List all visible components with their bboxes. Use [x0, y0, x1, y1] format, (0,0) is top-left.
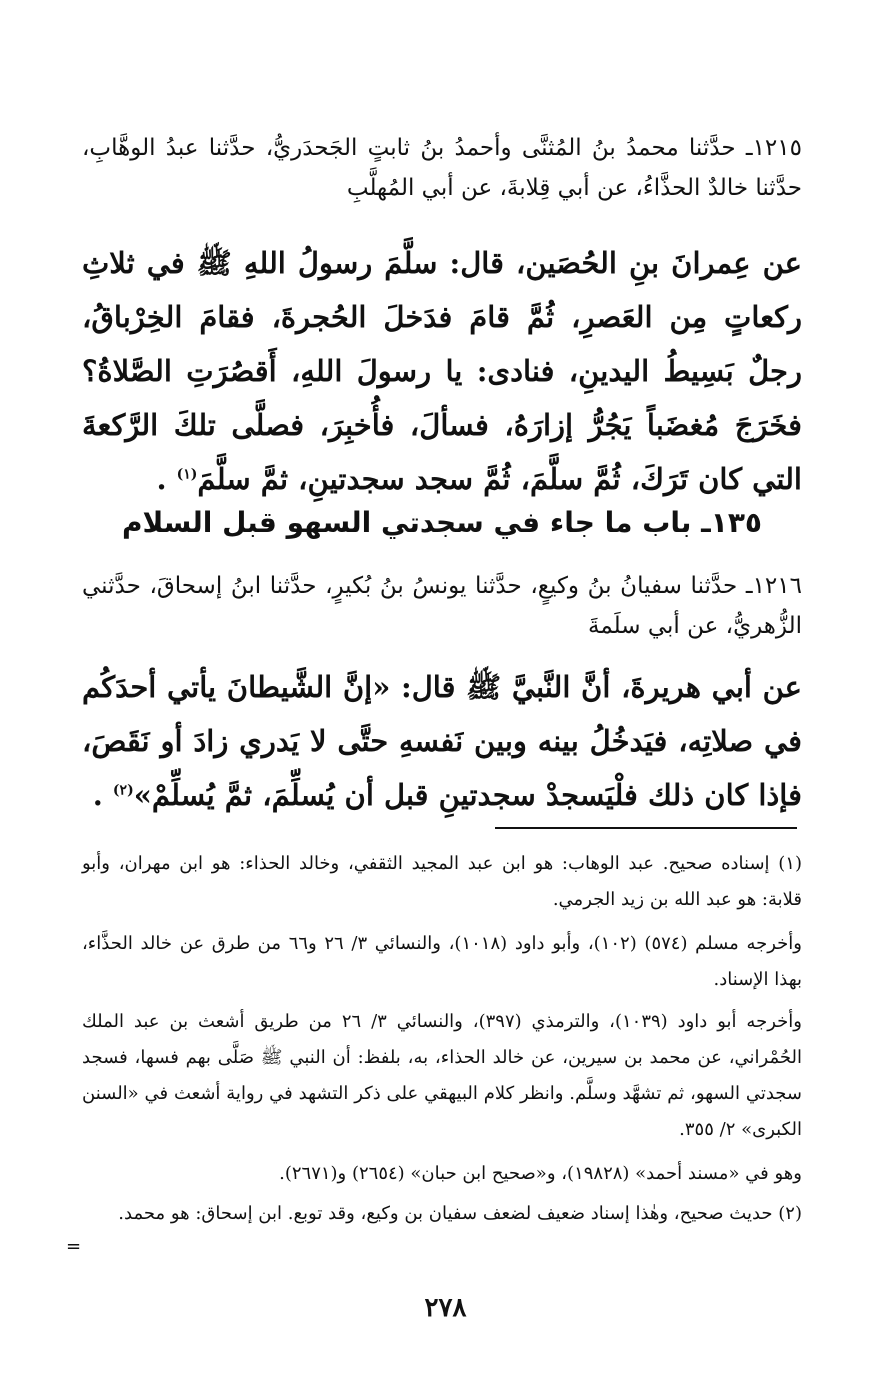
footnote-1-para-3: وأخرجه أبو داود (١٠٣٩)، والترمذي (٣٩٧)، والنسائي ٣/ ٢٦ من طريق أشعث بن عبد الملك الحُمْراني، عن محمد بن سيرين، عن خالد الحذاء، به، بلفظ: أن النبي ﷺ صَلَّى بهم فسها، فسجد سجدتي السهو، ثم تشهَّد وسلَّم. وانظر كلام البيهقي على ذكر التشهد في رواية أشعث في «السنن الكبرى» ٢/ ٣٥٥.	[82, 1011, 802, 1140]
hadith-1215-isnad: ١٢١٥ـ حدَّثنا محمدُ بنُ المُثنَّى وأحمدُ بنُ ثابتٍ الجَحدَريُّ، حدَّثنا عبدُ الوهَّابِ، حدَّثنا خالدٌ الحذَّاءُ، عن أبي قِلابةَ، عن أبي المُهلَّبِ	[82, 135, 802, 201]
hadith-1215-matn: عن عِمرانَ بنِ الحُصَين، قال: سلَّمَ رسولُ اللهِ ﷺ في ثلاثِ ركعاتٍ مِن العَصرِ، ثُمَّ قامَ فدَخلَ الحُجرةَ، فقامَ الخِرْباقُ، رجلٌ بَسِيطُ اليدينِ، فنادى: يا رسولَ اللهِ، أَقصُرَتِ الصَّلاةُ؟ فخَرَجَ مُغضَباً يَجُرُّ إزارَهُ، فسألَ، فأُخبِرَ، فصلَّى تلكَ الرَّكعةَ التي كان تَرَكَ، ثُمَّ سلَّمَ، ثُمَّ سجد سجدتينِ، ثمَّ سلَّمَ$^{(١)}$ .	[82, 246, 802, 496]
footnote-continuation-mark: =	[66, 1236, 82, 1257]
footnote-ref-1: (١)	[176, 466, 198, 483]
hadith-1216-isnad: ١٢١٦ـ حدَّثنا سفيانُ بنُ وكيعٍ، حدَّثنا يونسُ بنُ بُكيرٍ، حدَّثنا ابنُ إسحاقَ، حدَّثني الزُّهريُّ، عن أبي سلَمةَ	[82, 573, 802, 639]
footnote-1-para-4: وهو في «مسند أحمد» (١٩٨٢٨)، و«صحيح ابن حبان» (٢٦٥٤) و(٢٦٧١).	[279, 1163, 802, 1184]
footnote-ref-2: (٢)	[112, 782, 134, 799]
hadith-1216-matn-text: عن أبي هريرةَ، أنَّ النَّبيَّ ﷺ قال: «إنَّ الشَّيطانَ يأتي أحدَكُم في صلاتِه، فيَدخُلُ بينه وبين نَفسهِ حتَّى لا يَدري زادَ أو نَقَصَ، فإذا كان ذلك فلْيَسجدْ سجدتينِ قبل أن يُسلِّمَ، ثمَّ يُسلِّمْ»	[82, 670, 802, 812]
chapter-title: ١٣٥ـ باب ما جاء في سجدتي السهو قبل السلام	[121, 506, 763, 539]
footnote-2-para-1: (٢) حديث صحيح، وهٰذا إسناد ضعيف لضعف سفيان بن وكيع، وقد توبع. ابن إسحاق: هو محمد.	[118, 1203, 802, 1224]
hadith-1216-matn: عن أبي هريرةَ، أنَّ النَّبيَّ ﷺ قال: «إنَّ الشَّيطانَ يأتي أحدَكُم في صلاتِه، فيَدخُلُ بينه وبين نَفسهِ حتَّى لا يَدري زادَ أو نَقَصَ، فإذا كان ذلك فلْيَسجدْ سجدتينِ قبل أن يُسلِّمَ، ثمَّ يُسلِّمْ»$^{(٢)}$ .	[82, 670, 802, 812]
footnote-separator	[495, 827, 797, 829]
page-number: ٢٧٨	[424, 1293, 467, 1323]
footnote-1-para-1: (١) إسناده صحيح. عبد الوهاب: هو ابن عبد المجيد الثقفي، وخالد الحذاء: هو ابن مهران، وأبو قلابة: هو عبد الله بن زيد الجرمي.	[82, 853, 802, 910]
footnote-1-para-2: وأخرجه مسلم (٥٧٤) (١٠٢)، وأبو داود (١٠١٨)، والنسائي ٣/ ٢٦ و٦٦ من طرق عن خالد الحذَّاء، بهذا الإسناد.	[82, 933, 802, 990]
hadith-1215-matn-text: عن عِمرانَ بنِ الحُصَين، قال: سلَّمَ رسولُ اللهِ ﷺ في ثلاثِ ركعاتٍ مِن العَصرِ، ثُمَّ قامَ فدَخلَ الحُجرةَ، فقامَ الخِرْباقُ، رجلٌ بَسِيطُ اليدينِ، فنادى: يا رسولَ اللهِ، أَقصُرَتِ الصَّلاةُ؟ فخَرَجَ مُغضَباً يَجُرُّ إزارَهُ، فسألَ، فأُخبِرَ، فصلَّى تلكَ الرَّكعةَ التي كان تَرَكَ، ثُمَّ سلَّمَ، ثُمَّ سجد سجدتينِ، ثمَّ سلَّمَ	[82, 246, 802, 496]
